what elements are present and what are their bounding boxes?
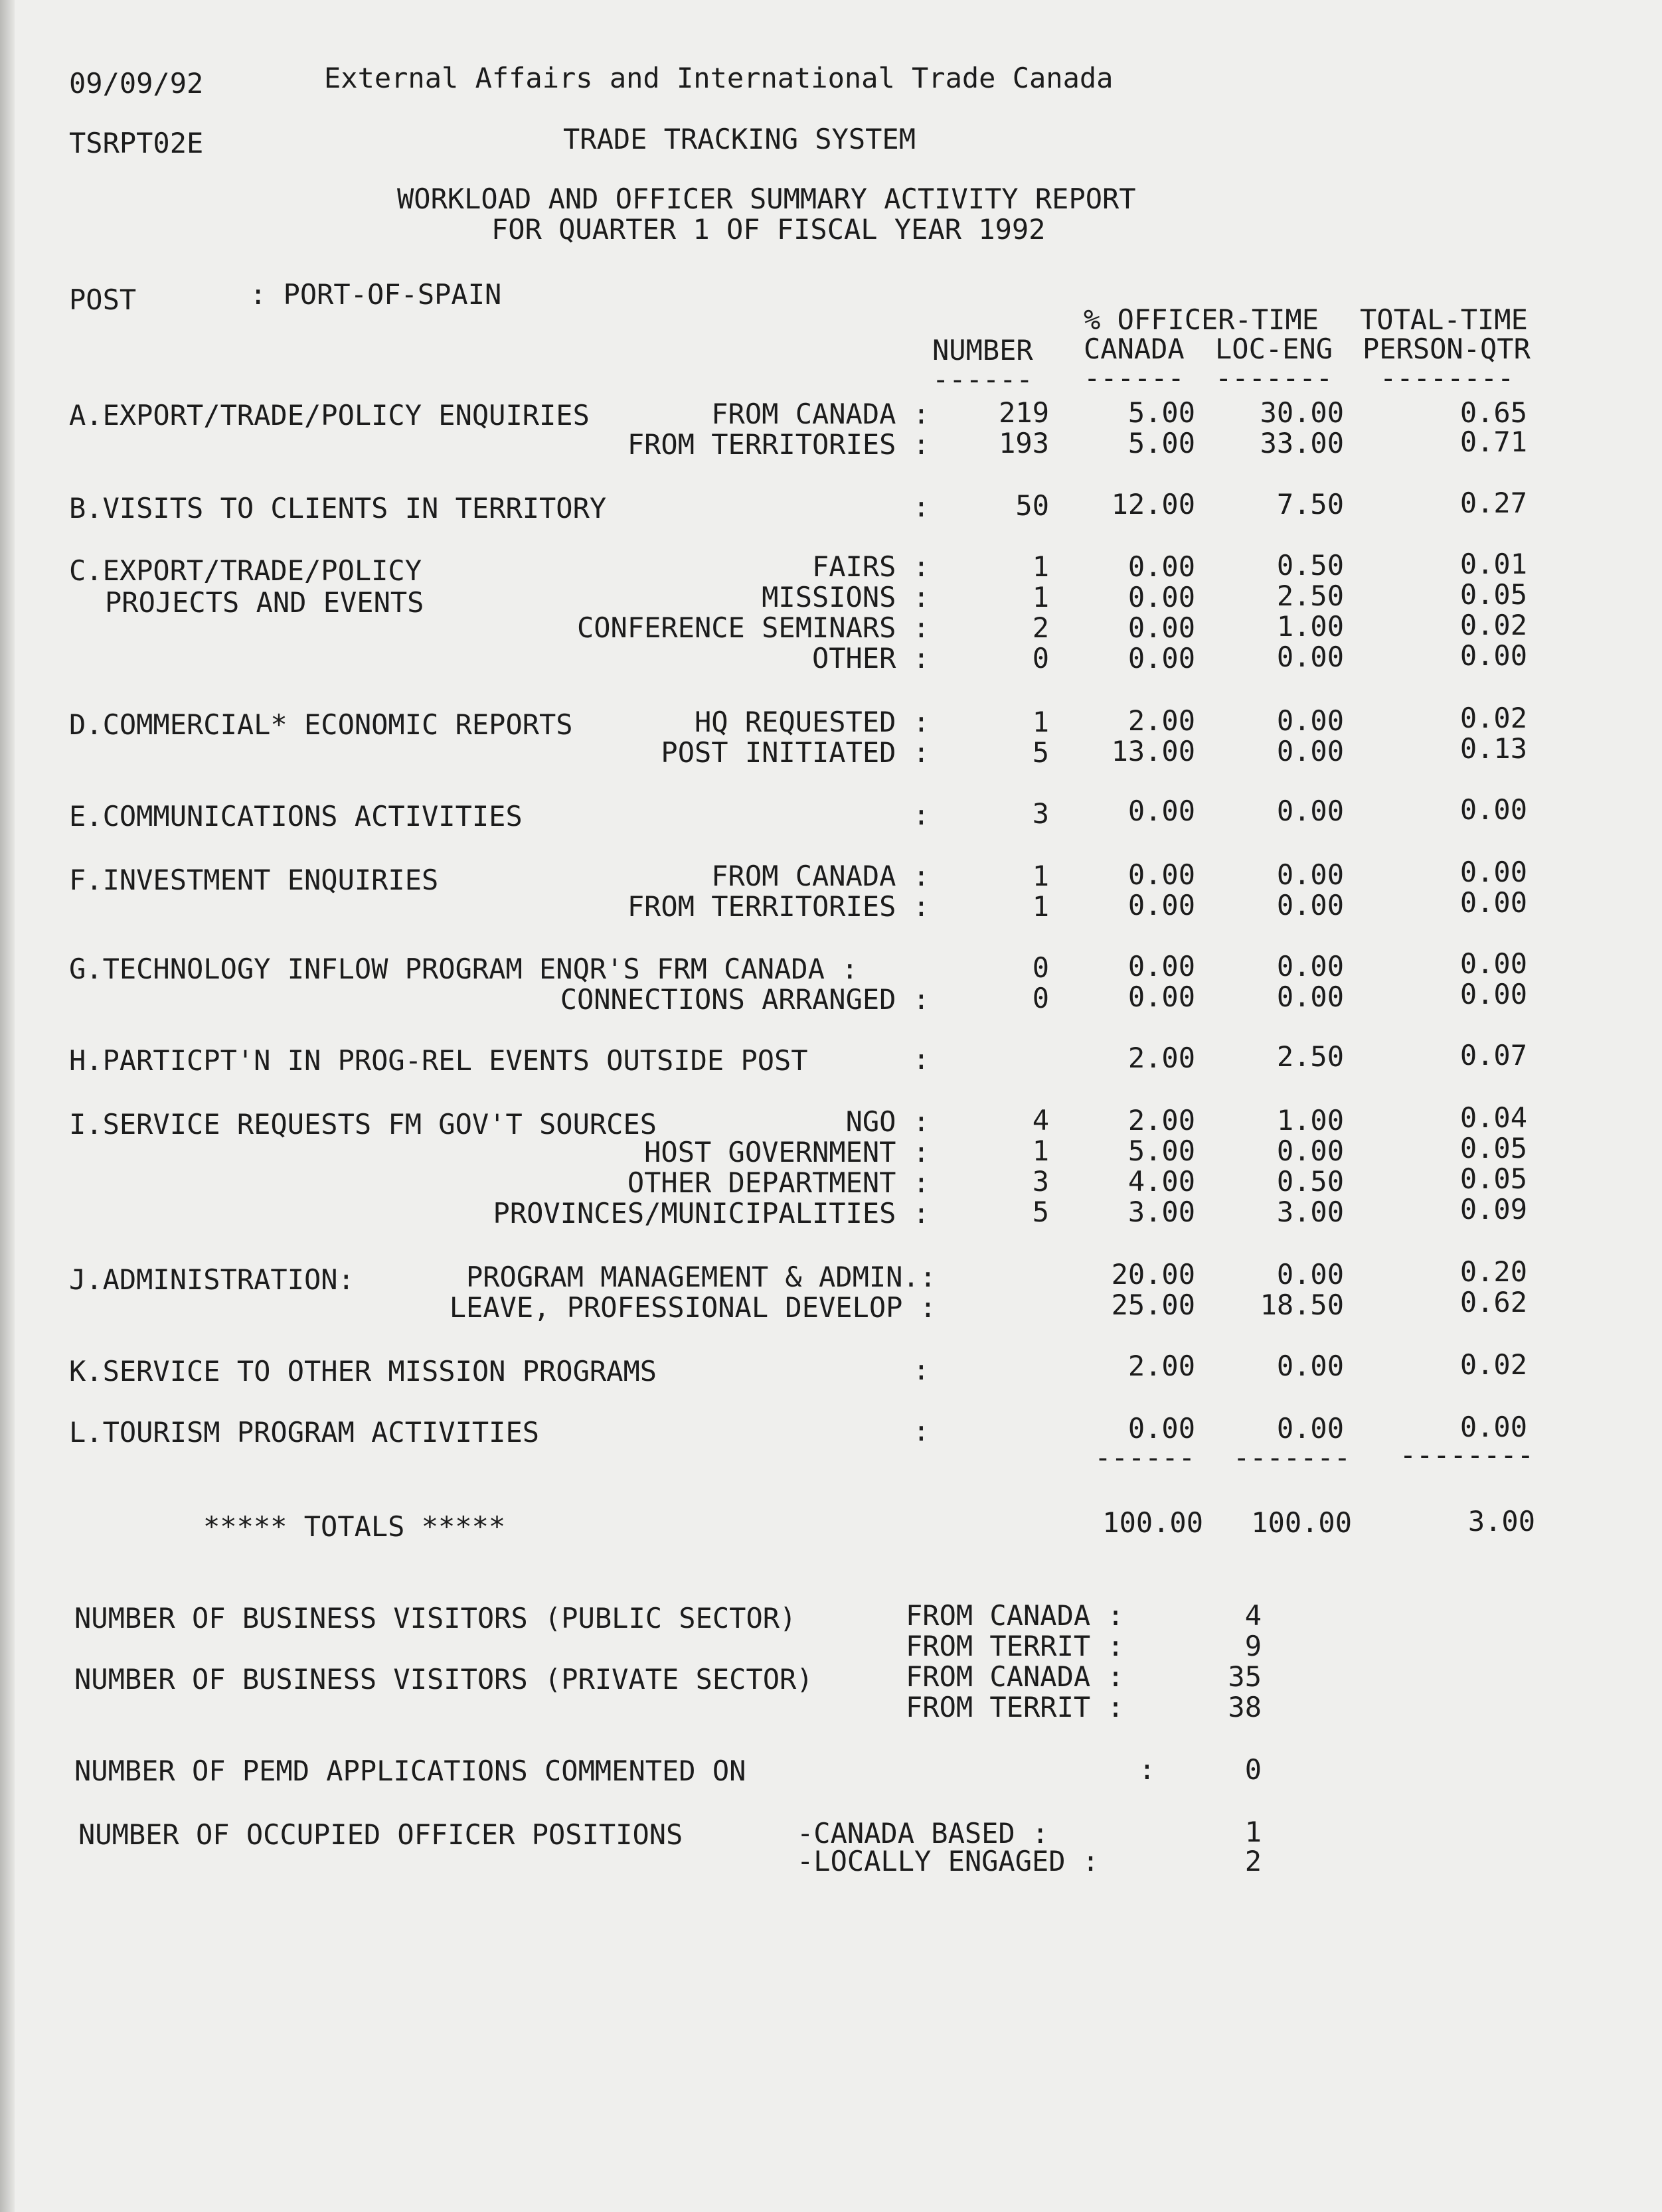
column-header-person-qtr: PERSON-QTR xyxy=(1363,333,1531,365)
row-person-qtr: 0.00 xyxy=(1459,639,1527,672)
row-person-qtr: 0.07 xyxy=(1459,1039,1527,1071)
row-title: L.TOURISM PROGRAM ACTIVITIES xyxy=(69,1416,540,1449)
row-title: G.TECHNOLOGY INFLOW PROGRAM ENQR'S FRM CANADA : xyxy=(69,953,859,985)
row-loc-eng-pct: 0.00 xyxy=(1276,858,1344,891)
stat-label: NUMBER OF OCCUPIED OFFICER POSITIONS xyxy=(78,1818,683,1851)
row-number: 4 xyxy=(1032,1104,1049,1137)
stat-value: 9 xyxy=(1244,1630,1262,1662)
row-number: 1 xyxy=(1032,581,1049,613)
row-person-qtr: 0.09 xyxy=(1459,1193,1527,1225)
row-person-qtr: 0.05 xyxy=(1459,1162,1527,1195)
row-loc-eng-pct: 2.50 xyxy=(1276,580,1344,612)
row-canada-pct: 0.00 xyxy=(1127,642,1195,674)
row-person-qtr: 0.00 xyxy=(1459,886,1527,919)
row-person-qtr: 0.00 xyxy=(1459,1411,1527,1443)
row-person-qtr: 0.02 xyxy=(1459,702,1527,734)
row-title: I.SERVICE REQUESTS FM GOV'T SOURCES xyxy=(69,1108,657,1141)
row-sub-label: : xyxy=(912,1354,930,1386)
row-canada-pct: 0.00 xyxy=(1127,795,1195,827)
totals-loc-eng-pct: 100.00 xyxy=(1251,1506,1352,1539)
row-person-qtr: 0.00 xyxy=(1459,793,1527,826)
row-title: F.INVESTMENT ENQUIRIES xyxy=(69,864,439,896)
row-canada-pct: 12.00 xyxy=(1111,488,1195,520)
row-title: PROJECTS AND EVENTS xyxy=(105,586,424,619)
row-person-qtr: 0.05 xyxy=(1459,1132,1527,1164)
row-loc-eng-pct: 0.00 xyxy=(1276,735,1344,767)
row-number: 1 xyxy=(1032,890,1049,923)
row-loc-eng-pct: 1.00 xyxy=(1276,1104,1344,1137)
row-sub-label: MISSIONS : xyxy=(762,581,930,613)
row-canada-pct: 0.00 xyxy=(1127,611,1195,644)
row-sub-label: CONFERENCE SEMINARS : xyxy=(576,611,930,644)
row-person-qtr: 0.02 xyxy=(1459,1348,1527,1381)
row-canada-pct: 20.00 xyxy=(1111,1258,1195,1291)
stat-sub-label: -CANADA BASED : xyxy=(797,1817,1049,1850)
row-canada-pct: 2.00 xyxy=(1127,1104,1195,1137)
row-number: 2 xyxy=(1032,611,1049,644)
row-canada-pct: 5.00 xyxy=(1127,427,1195,459)
column-underline-number: ------ xyxy=(932,363,1033,396)
row-canada-pct: 2.00 xyxy=(1127,1350,1195,1382)
totals-label: ***** TOTALS ***** xyxy=(203,1510,506,1543)
column-header-loc-eng: LOC-ENG xyxy=(1215,333,1333,365)
column-header-number: NUMBER xyxy=(932,334,1033,366)
row-canada-pct: 0.00 xyxy=(1127,858,1195,891)
row-sub-label: : xyxy=(912,491,930,523)
row-number: 50 xyxy=(1015,489,1049,522)
column-header-officer-time: % OFFICER-TIME xyxy=(1084,303,1319,336)
row-canada-pct: 5.00 xyxy=(1127,1135,1195,1167)
row-canada-pct: 0.00 xyxy=(1127,950,1195,983)
row-loc-eng-pct: 0.00 xyxy=(1276,950,1344,983)
scan-edge-shadow xyxy=(0,0,15,2212)
row-canada-pct: 2.00 xyxy=(1127,704,1195,737)
row-sub-label: HQ REQUESTED : xyxy=(694,706,930,738)
stat-label: NUMBER OF BUSINESS VISITORS (PUBLIC SECTOR) xyxy=(74,1602,797,1634)
row-person-qtr: 0.00 xyxy=(1459,947,1527,980)
row-canada-pct: 0.00 xyxy=(1127,581,1195,613)
row-number: 0 xyxy=(1032,642,1049,674)
row-sub-label: PROGRAM MANAGEMENT & ADMIN.: xyxy=(465,1261,936,1293)
row-canada-pct: 0.00 xyxy=(1127,981,1195,1013)
row-sub-label: PROVINCES/MUNICIPALITIES : xyxy=(493,1197,930,1229)
stat-sub-label: FROM TERRIT : xyxy=(906,1630,1124,1662)
stat-sub-label: FROM TERRIT : xyxy=(906,1691,1124,1723)
stat-value: 38 xyxy=(1228,1691,1262,1723)
row-number: 1 xyxy=(1032,550,1049,583)
stat-sub-label: FROM CANADA : xyxy=(906,1660,1124,1693)
row-title: C.EXPORT/TRADE/POLICY xyxy=(69,554,422,587)
totals-underline-loc-eng: ------- xyxy=(1232,1441,1351,1474)
row-person-qtr: 0.65 xyxy=(1459,396,1527,429)
row-person-qtr: 0.20 xyxy=(1459,1255,1527,1288)
row-number: 3 xyxy=(1032,1165,1049,1198)
row-loc-eng-pct: 1.00 xyxy=(1276,610,1344,643)
stat-label: NUMBER OF PEMD APPLICATIONS COMMENTED ON xyxy=(74,1755,746,1787)
row-canada-pct: 0.00 xyxy=(1127,1412,1195,1445)
post-value: : PORT-OF-SPAIN xyxy=(250,278,502,311)
row-person-qtr: 0.71 xyxy=(1459,426,1527,458)
row-title: H.PARTICPT'N IN PROG-REL EVENTS OUTSIDE POST xyxy=(69,1044,808,1077)
row-sub-label: FROM TERRITORIES : xyxy=(627,890,930,923)
row-person-qtr: 0.02 xyxy=(1459,609,1527,641)
row-canada-pct: 3.00 xyxy=(1127,1196,1195,1228)
row-person-qtr: 0.04 xyxy=(1459,1101,1527,1134)
row-loc-eng-pct: 0.50 xyxy=(1276,1165,1344,1198)
row-sub-label: FAIRS : xyxy=(811,550,930,583)
row-sub-label: HOST GOVERNMENT : xyxy=(644,1136,930,1168)
row-sub-label: CONNECTIONS ARRANGED : xyxy=(560,983,930,1016)
row-number: 1 xyxy=(1032,706,1049,738)
row-sub-label: : xyxy=(912,1415,930,1447)
organization-name: External Affairs and International Trade Canada xyxy=(324,62,1114,94)
stat-sub-label: : xyxy=(1138,1753,1155,1786)
stat-sub-label: -LOCALLY ENGAGED : xyxy=(797,1845,1100,1877)
row-title: K.SERVICE TO OTHER MISSION PROGRAMS xyxy=(69,1355,657,1387)
totals-underline-person-qtr: -------- xyxy=(1399,1439,1534,1471)
stat-value: 0 xyxy=(1244,1753,1262,1786)
row-loc-eng-pct: 0.00 xyxy=(1276,1350,1344,1382)
row-person-qtr: 0.13 xyxy=(1459,732,1527,765)
column-header-canada: CANADA xyxy=(1084,333,1185,365)
row-canada-pct: 2.00 xyxy=(1127,1042,1195,1074)
stat-label: NUMBER OF BUSINESS VISITORS (PRIVATE SECTOR) xyxy=(74,1663,813,1696)
row-number: 1 xyxy=(1032,860,1049,892)
row-title: A.EXPORT/TRADE/POLICY ENQUIRIES xyxy=(69,399,590,432)
row-loc-eng-pct: 33.00 xyxy=(1260,427,1344,459)
totals-underline-canada: ------ xyxy=(1094,1441,1195,1474)
system-name: TRADE TRACKING SYSTEM xyxy=(563,123,916,155)
stat-sub-label: FROM CANADA : xyxy=(906,1599,1124,1632)
row-loc-eng-pct: 0.00 xyxy=(1276,1135,1344,1167)
row-person-qtr: 0.27 xyxy=(1459,487,1527,519)
row-sub-label: : xyxy=(912,799,930,831)
row-loc-eng-pct: 0.50 xyxy=(1276,549,1344,582)
row-canada-pct: 25.00 xyxy=(1111,1289,1195,1321)
stat-value: 2 xyxy=(1244,1845,1262,1877)
row-sub-label: POST INITIATED : xyxy=(661,736,930,769)
row-loc-eng-pct: 7.50 xyxy=(1276,488,1344,520)
row-loc-eng-pct: 3.00 xyxy=(1276,1196,1344,1228)
row-loc-eng-pct: 0.00 xyxy=(1276,1258,1344,1291)
row-canada-pct: 0.00 xyxy=(1127,889,1195,921)
totals-person-qtr: 3.00 xyxy=(1467,1505,1535,1538)
report-id: TSRPT02E xyxy=(69,127,204,159)
column-underline-loc-eng: ------- xyxy=(1215,362,1333,394)
stat-value: 4 xyxy=(1244,1599,1262,1632)
row-number: 5 xyxy=(1032,736,1049,769)
row-loc-eng-pct: 18.50 xyxy=(1260,1289,1344,1321)
row-sub-label: FROM CANADA : xyxy=(711,860,930,892)
row-number: 0 xyxy=(1032,951,1049,984)
row-loc-eng-pct: 0.00 xyxy=(1276,641,1344,673)
row-sub-label: FROM TERRITORIES : xyxy=(627,428,930,461)
row-person-qtr: 0.00 xyxy=(1459,856,1527,888)
row-loc-eng-pct: 0.00 xyxy=(1276,981,1344,1013)
row-number: 3 xyxy=(1032,797,1049,830)
column-underline-person-qtr: -------- xyxy=(1380,362,1515,394)
report-title-line2: FOR QUARTER 1 OF FISCAL YEAR 1992 xyxy=(491,213,1046,246)
row-number: 1 xyxy=(1032,1135,1049,1167)
stat-value: 1 xyxy=(1244,1816,1262,1848)
row-sub-label: LEAVE, PROFESSIONAL DEVELOP : xyxy=(449,1291,936,1324)
row-canada-pct: 0.00 xyxy=(1127,550,1195,583)
row-loc-eng-pct: 0.00 xyxy=(1276,704,1344,737)
report-title-line1: WORKLOAD AND OFFICER SUMMARY ACTIVITY REPORT xyxy=(397,183,1136,215)
row-canada-pct: 13.00 xyxy=(1111,735,1195,767)
row-loc-eng-pct: 0.00 xyxy=(1276,889,1344,921)
row-loc-eng-pct: 2.50 xyxy=(1276,1040,1344,1073)
row-number: 193 xyxy=(999,427,1049,459)
totals-canada-pct: 100.00 xyxy=(1102,1506,1203,1539)
post-label: POST xyxy=(69,283,137,316)
row-loc-eng-pct: 0.00 xyxy=(1276,795,1344,827)
row-loc-eng-pct: 30.00 xyxy=(1260,396,1344,429)
row-title: B.VISITS TO CLIENTS IN TERRITORY xyxy=(69,492,607,524)
row-person-qtr: 0.05 xyxy=(1459,578,1527,611)
row-person-qtr: 0.62 xyxy=(1459,1286,1527,1318)
row-number: 5 xyxy=(1032,1196,1049,1228)
row-sub-label: OTHER : xyxy=(811,642,930,674)
column-underline-canada: ------ xyxy=(1084,362,1185,394)
row-sub-label: FROM CANADA : xyxy=(711,398,930,430)
row-number: 219 xyxy=(999,396,1049,429)
stat-value: 35 xyxy=(1228,1660,1262,1693)
row-title: J.ADMINISTRATION: xyxy=(69,1263,355,1296)
row-canada-pct: 4.00 xyxy=(1127,1165,1195,1198)
row-title: D.COMMERCIAL* ECONOMIC REPORTS xyxy=(69,708,573,741)
row-sub-label: : xyxy=(912,1043,930,1075)
row-sub-label: NGO : xyxy=(845,1105,930,1138)
column-header-total-time: TOTAL-TIME xyxy=(1360,303,1528,336)
row-person-qtr: 0.01 xyxy=(1459,548,1527,580)
row-sub-label: OTHER DEPARTMENT : xyxy=(627,1166,930,1199)
row-person-qtr: 0.00 xyxy=(1459,978,1527,1010)
row-number: 0 xyxy=(1032,982,1049,1014)
row-title: E.COMMUNICATIONS ACTIVITIES xyxy=(69,800,523,832)
row-loc-eng-pct: 0.00 xyxy=(1276,1412,1344,1445)
report-date: 09/09/92 xyxy=(69,67,204,100)
row-canada-pct: 5.00 xyxy=(1127,396,1195,429)
